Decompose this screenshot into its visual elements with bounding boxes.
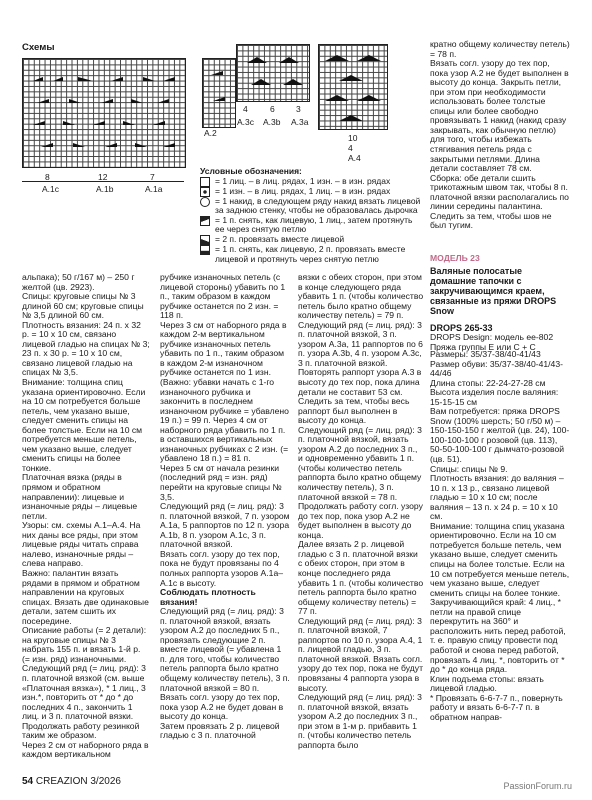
page-footer (22, 776, 121, 787)
a2-label: A.2 (204, 128, 217, 138)
a4-count-4: 4 (348, 143, 353, 153)
legend-item: = 1 п. снять, как лицевую, 1 лиц., затем протянуть ее через снятую петлю (200, 216, 422, 235)
k2tog-symbol-icon (200, 235, 210, 245)
schemes-title: Схемы (22, 42, 55, 53)
a3-count-4: 4 (243, 104, 248, 114)
text-column-1: альпака); 50 г/167 м) – 250 г желтой (цв. 2923). Спицы: круговые спицы № 3 длиной 60 см; круговые спицы № 3,5 длиной 60 см. Плотность вязания: 24 п. х 32 р. = 10 х 10 см, связано лицевой гладью на спицах № 3; 23 п. х 30 р. = 10 х 10 см, связано лицевой гладью на спицах № 3,5. Внимание: толщина спиц указана ориентировочно. Если на 10 см потребуется больше петель, чем указано выше, следует сменить спицы на более толстые. Если на 10 см потребуется меньше петель, чем указано выше, следует сменить спицы на более тонкие. Платочная вязка (ряды в прямом и обратном направлении): лицевые и изнаночные ряды – лицевые петли. Узоры: см. схемы А.1–А.4. На них даны все ряды, при этом лицевые ряды читать справа налево, изнаночные ряды – слева направо. Важно: палантин вязать рядами в прямом и обратном направлении на круговых спицах. Вязать две одинаковые детали, затем сшить их посередине. Описание работы (= 2 детали): на круговые спицы № 3 набрать 155 п. и вязать 1-й р. (= изн. ряд) изнаночными. Следующий ряд (= лиц. ряд): 3 п. платочной вязкой (см. выше «Платочная вязка»), * 1 лиц., 3 изн.*, повторить от * до * до последних 4 п., закончить 1 лиц. и 3 п. платочной вязки. Продолжать работу резинкой таким же образом. Через 2 см от наборного ряда в каждом вертикальном (22, 272, 150, 760)
legend-item: = 1 лиц. – в лиц. рядах, 1 изн. – в изн. рядах (200, 177, 422, 187)
chart-a4 (318, 44, 388, 130)
text-column-3: вязки с обеих сторон, при этом в конце следующего ряда убавить 1 п. (чтобы количество петель было кратно общему количеству петель) = 79 п. Следующий ряд (= лиц. ряд): 3 п. платочной вязкой, 3 п. узором А.3а, 11 раппортов по 6 п. узора А.3b, 4 п. узором А.3с, 3 п. платочной вязкой. Повторять раппорт узора А.3 в высоту до тех пор, пока длина детали не составит 53 см. Следить за тем, чтобы весь раппорт был выполнен в высоту до конца. Следующий ряд (= лиц. ряд): 3 п. платочной вязкой, вязать узором А.2 до последних 3 п., и одновременно убавить 1 п. (чтобы количество петель раппорта было кратно общему количеству петель), 3 п. платочной вязкой = 78 п. Продолжать работу согл. узору до тех пор, пока узор А.2 не будет выполнен в высоту до конца. Далее вязать 2 р. лицевой гладью с 3 п. платочной вязки с обеих сторон, при этом в конце последнего ряда убавить 1 п. (чтобы количество петель раппорта было кратно общему количеству петель) = 77 п. Следующий ряд (= лиц. ряд): 3 п. платочной вязкой, 7 раппортов по 10 п. узора А.4, 1 п. лицевой гладью, 3 п. платочной вязкой. Вязать согл. узору до тех пор, пока не будут провязаны 4 раппорта узора в высоту. Следующий ряд (= лиц. ряд): 3 п. платочной вязкой, вязать узором А.2 до последних 3 п., при этом в 1-м р. прибавить 1 п. (чтобы количество петель раппорта было (298, 272, 424, 750)
watermark: PassionForum.ru (503, 781, 572, 791)
a3c-label: A.3c (237, 117, 255, 127)
legend-item: = 1 п. снять, как лицевую, 2 п. провязать вместе лицевой и протянуть через снятую петлю (200, 245, 422, 264)
legend-item: = 1 изн. – в лиц. рядах, 1 лиц. – в изн. рядах (200, 187, 422, 197)
legend-item: = 1 накид, в следующем ряду накид вязать лицевой за заднюю стенку, чтобы не образовалась дырочка (200, 197, 422, 216)
chart-a1-symbols (23, 59, 185, 167)
chart-a3 (236, 44, 310, 102)
model-design: DROPS Design: модель ee-802 (430, 332, 554, 343)
a3b-label: A.3b (263, 117, 281, 127)
text-column-2: рубчике изнаночных петель (с лицевой стороны) убавить по 1 п., таким образом в каждом рубчике останется по 2 изн. = 118 п. Через 3 см от наборного ряда в каждом 2-м вертикальном рубчике изнаночных петель убавить по 1 п., таким образом в каждом 2-м изнаночном рубчике останется по 1 изн. (Важно: убавки начать с 1-го изнаночного рубчика и закончить в последнем изнаночном рубчике = убавлено 19 п.) = 99 п. Через 4 см от наборного ряда убавить по 1 п. в оставшихся вертикальных изнаночных рубчиках с 2 изн. (= убавлено 18 п.) = 81 п. Через 5 см от начала резинки (последний ряд = изн. ряд) перейти на круговые спицы № 3,5. Следующий ряд (= лиц. ряд): 3 п. платочной вязкой, 7 п. узором А.1а, 5 раппортов по 12 п. узора А.1b, 8 п. узором А.1с, 3 п. платочной вязкой. Вязать согл. узору до тех пор, пока не будут провязаны по 4 полных раппорта узоров А.1а–А.1с в высоту. Соблюдать плотность вязания! Следующий ряд (= лиц. ряд): 3 п. платочной вязкой, вязать узором А.2 до последних 5 п., провязать следующие 2 п. вместе лицевой (= убавлена 1 п. для того, чтобы количество петель раппорта было кратно общему количеству петель), 3 п. платочной вязкой = 80 п. Вязать согл. узору до тех пор, пока узор А.2 не будет дован в высоту до конца. Затем провязать 2 р. лицевой гладью с 3 п. платочной (160, 272, 290, 741)
model-yarn-group: Пряжа группы E или C + C (430, 341, 536, 352)
sk2p-symbol-icon (200, 245, 210, 255)
a4-count-10: 10 (348, 133, 358, 143)
a1c-label: A.1c (42, 184, 60, 194)
model-number: МОДЕЛЬ 23 (430, 253, 480, 263)
right-top-text: кратно общему количеству петель) = 78 п. Вязать согл. узору до тех пор, пока узор А.2 не будет выполнен в высоту до конца. Закрыть петли, при этом при необходимости использовать более толстые спицы или более свободно провязывать 1 накид (накид сразу закрывать, как обычную петлю) для того, чтобы избежать стягивания петель ряда с закрытыми петлями. Длина детали составляет 78 см. Сборка: обе детали сшить трикотажным швом так, чтобы 8 п. платочной вязки располагались по линии середины палантина. Следить за тем, чтобы шов не был тугим. (430, 39, 570, 231)
magazine-name: CREAZION 3/2026 (35, 776, 121, 787)
legend-item: = 2 п. провязать вместе лицевой (200, 235, 422, 245)
model-header (430, 254, 570, 352)
knit-symbol-icon (200, 177, 210, 187)
model-code: DROPS 265-33 (430, 322, 493, 333)
a1a-label: A.1a (145, 184, 163, 194)
chart-a3-symbols (237, 45, 309, 101)
a1b-label: A.1b (96, 184, 114, 194)
a1-count-8: 8 (45, 172, 50, 182)
legend-title: Условные обозначения: (200, 166, 302, 176)
a4-label: A.4 (348, 153, 361, 163)
a3-count-6: 6 (270, 104, 275, 114)
chart-a2 (202, 58, 236, 128)
a1-count-7: 7 (150, 172, 155, 182)
chart-a2-symbols (203, 59, 235, 127)
a3-count-3: 3 (296, 104, 301, 114)
purl-symbol-icon (200, 187, 210, 197)
chart-a4-symbols (319, 45, 387, 129)
a3a-label: A.3a (291, 117, 309, 127)
legend (200, 167, 422, 264)
yarn-over-symbol-icon (200, 197, 210, 207)
model-title: Валяные полосатые домашние тапочки с закручивающимся краем, связанные из пряжи DROPS Snow (430, 265, 557, 316)
chart-a1 (22, 58, 186, 168)
page-number: 54 (22, 776, 34, 787)
a1-count-12: 12 (98, 172, 108, 182)
text-column-4: Размеры: 35/37-38/40-41/43 Размер обуви: 35/37-38/40-41/43-44/46 Длина стопы: 22-24-27-28 см Высота изделия после валяния: 15-15-15 см Вам потребуется: пряжа DROPS Snow (100% шерсть; 50 г/50 м) – 150-150-150 г желтой (цв. 24), 100-100-100-100 г розовой (цв. 113), 50-50-100-100 г дымчато-розовой (цв. 51). Спицы: спицы № 9. Плотность вязания: до валяния – 10 п. х 13 р., связано лицевой гладью = 10 х 10 см; после валяния – 13 п. х 24 р. = 10 х 10 см. Внимание: толщина спиц указана ориентировочно. Если на 10 см потребуется больше петель, чем указано выше, следует сменить спицы на более толстые. Если на 10 см потребуется меньше петель, чем указано выше, следует сменить спицы на более тонкие. Закручивающийся край: 4 лиц., * петли на правой спице перекрутить на 360° и расположить нить перед работой, т. е. правую спицу провести под работой и снова перед работой, провязать 4 лиц. *, повторить от * до * до конца ряда. Клин подъема стопы: вязать лицевой гладью. * Провязать 6-6-7-7 п., повернуть работу и вязать 6-6-7-7 п. в обратном направ- (430, 349, 570, 722)
ssk-symbol-icon (200, 216, 210, 226)
